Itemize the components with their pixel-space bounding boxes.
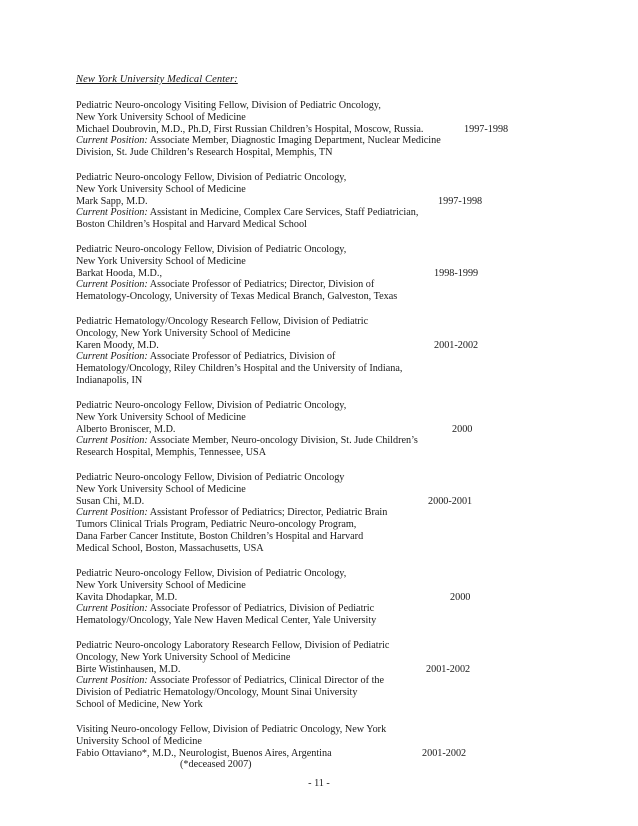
fellow-name-line [76, 748, 516, 760]
fellowship-title: Pediatric Hematology/Oncology Research Fellow, Division of Pediatric [76, 316, 369, 327]
page-number: - 11 - [308, 778, 330, 789]
fellowship-years: 2001-2002 [426, 663, 471, 675]
fellowship-institution: Oncology, New York University School of Medicine [76, 327, 291, 339]
fellowship-years: 1997-1998 [438, 195, 483, 207]
current-position-line [76, 675, 516, 687]
fellow-name-line [76, 340, 516, 352]
fellowship-institution: Oncology, New York University School of Medicine [76, 651, 291, 663]
current-position-text: Associate Professor of Pediatrics, Division of Pediatric [149, 603, 375, 615]
fellowship-institution: New York University School of Medicine [76, 483, 246, 495]
fellowship-years: 2000 [450, 591, 471, 603]
fellow-entry [76, 568, 516, 627]
fellow-name-line [76, 196, 516, 208]
current-position-label: Current Position: [76, 603, 148, 615]
fellowship-institution: New York University School of Medicine [76, 255, 246, 267]
fellowship-institution: University School of Medicine [76, 735, 202, 747]
fellowship-title: Pediatric Neuro-oncology Laboratory Research Fellow, Division of Pediatric [76, 640, 390, 651]
current-position-text: Associate Member, Diagnostic Imaging Department, Nuclear Medicine [149, 135, 441, 147]
fellow-name: Michael Doubrovin, M.D., Ph.D, First Russian Children’s Hospital, Moscow, Russia. [76, 123, 424, 135]
fellow-name-line [76, 496, 516, 508]
current-position-line [76, 279, 516, 291]
fellowship-institution: New York University School of Medicine [76, 411, 246, 423]
current-position-text: Associate Member, Neuro-oncology Division, St. Jude Children’s [149, 435, 418, 447]
current-position-text: Hematology-Oncology, University of Texas Medical Branch, Galveston, Texas [76, 291, 398, 303]
fellow-entry [76, 100, 516, 159]
section-heading: New York University Medical Center: [76, 74, 238, 85]
current-position-text: Dana Farber Cancer Institute, Boston Children’s Hospital and Harvard [76, 530, 364, 542]
fellow-entry [76, 316, 516, 387]
fellow-name-line [76, 664, 516, 676]
fellowship-institution: New York University School of Medicine [76, 111, 246, 123]
fellowship-years: 1997-1998 [464, 123, 509, 135]
fellow-entry [76, 472, 516, 555]
current-position-text: Associate Professor of Pediatrics, Division of [149, 351, 336, 363]
current-position-text: Hematology/Oncology, Riley Children’s Hospital and the University of Indiana, [76, 363, 403, 375]
current-position-label: Current Position: [76, 279, 148, 291]
fellow-entry [76, 724, 516, 771]
fellowship-years: 2001-2002 [422, 747, 467, 759]
current-position-label: Current Position: [76, 351, 148, 363]
current-position-text: Medical School, Boston, Massachusetts, USA [76, 542, 264, 554]
fellowship-title: Pediatric Neuro-oncology Fellow, Division of Pediatric Oncology, [76, 400, 347, 411]
fellow-name-line [76, 424, 516, 436]
fellowship-title: Pediatric Neuro-oncology Fellow, Division of Pediatric Oncology, [76, 568, 347, 579]
current-position-text: Boston Children’s Hospital and Harvard Medical School [76, 219, 307, 231]
fellow-name: Barkat Hooda, M.D., [76, 267, 163, 279]
fellow-name-line [76, 124, 516, 136]
fellowship-years: 2000 [452, 423, 473, 435]
current-position-text: Assistant in Medicine, Complex Care Services, Staff Pediatrician, [149, 207, 419, 219]
current-position-text: Hematology/Oncology, Yale New Haven Medical Center, Yale University [76, 615, 377, 627]
fellowship-title: Pediatric Neuro-oncology Fellow, Division of Pediatric Oncology, [76, 244, 347, 255]
current-position-text: Division, St. Jude Children’s Research Hospital, Memphis, TN [76, 147, 333, 159]
fellow-name: Fabio Ottaviano*, M.D., Neurologist, Buenos Aires, Argentina [76, 747, 332, 759]
fellow-entry [76, 244, 516, 303]
fellow-name: Karen Moody, M.D. [76, 339, 159, 351]
current-position-label: Current Position: [76, 207, 148, 219]
current-position-text: Assistant Professor of Pediatrics; Director, Pediatric Brain [149, 507, 388, 519]
fellow-entry [76, 172, 516, 231]
fellowship-institution: New York University School of Medicine [76, 183, 246, 195]
fellow-name: Mark Sapp, M.D. [76, 195, 148, 207]
current-position-line [76, 435, 516, 447]
current-position-line [76, 207, 516, 219]
deceased-note: (*deceased 2007) [180, 759, 252, 771]
current-position-text: Research Hospital, Memphis, Tennessee, USA [76, 447, 267, 459]
fellow-name: Birte Wistinhausen, M.D. [76, 663, 181, 675]
current-position-text: Indianapolis, IN [76, 374, 143, 386]
current-position-line [76, 603, 516, 615]
fellowship-title: Pediatric Neuro-oncology Fellow, Division of Pediatric Oncology [76, 472, 345, 483]
current-position-text: Tumors Clinical Trials Program, Pediatric Neuro-oncology Program, [76, 519, 357, 531]
fellowship-years: 2001-2002 [434, 339, 479, 351]
current-position-text: School of Medicine, New York [76, 698, 203, 710]
fellow-name: Kavita Dhodapkar, M.D. [76, 591, 178, 603]
fellow-name: Alberto Broniscer, M.D. [76, 423, 176, 435]
current-position-line [76, 135, 516, 147]
fellow-name-line [76, 268, 516, 280]
fellowship-title: Pediatric Neuro-oncology Visiting Fellow, Division of Pediatric Oncology, [76, 100, 381, 111]
fellow-entry [76, 640, 516, 711]
current-position-text: Associate Professor of Pediatrics, Clinical Director of the [149, 675, 385, 687]
current-position-label: Current Position: [76, 135, 148, 147]
current-position-text: Division of Pediatric Hematology/Oncology, Mount Sinai University [76, 687, 358, 699]
current-position-line [76, 507, 516, 519]
fellow-entry [76, 400, 516, 459]
fellowship-years: 2000-2001 [428, 495, 473, 507]
fellowship-title: Pediatric Neuro-oncology Fellow, Division of Pediatric Oncology, [76, 172, 347, 183]
current-position-line [76, 351, 516, 363]
current-position-label: Current Position: [76, 675, 148, 687]
current-position-label: Current Position: [76, 507, 148, 519]
fellow-name: Susan Chi, M.D. [76, 495, 145, 507]
fellowship-years: 1998-1999 [434, 267, 479, 279]
fellowship-title: Visiting Neuro-oncology Fellow, Division of Pediatric Oncology, New York [76, 724, 387, 735]
fellowship-institution: New York University School of Medicine [76, 579, 246, 591]
fellow-name-line [76, 592, 516, 604]
current-position-text: Associate Professor of Pediatrics; Director, Division of [149, 279, 375, 291]
current-position-label: Current Position: [76, 435, 148, 447]
